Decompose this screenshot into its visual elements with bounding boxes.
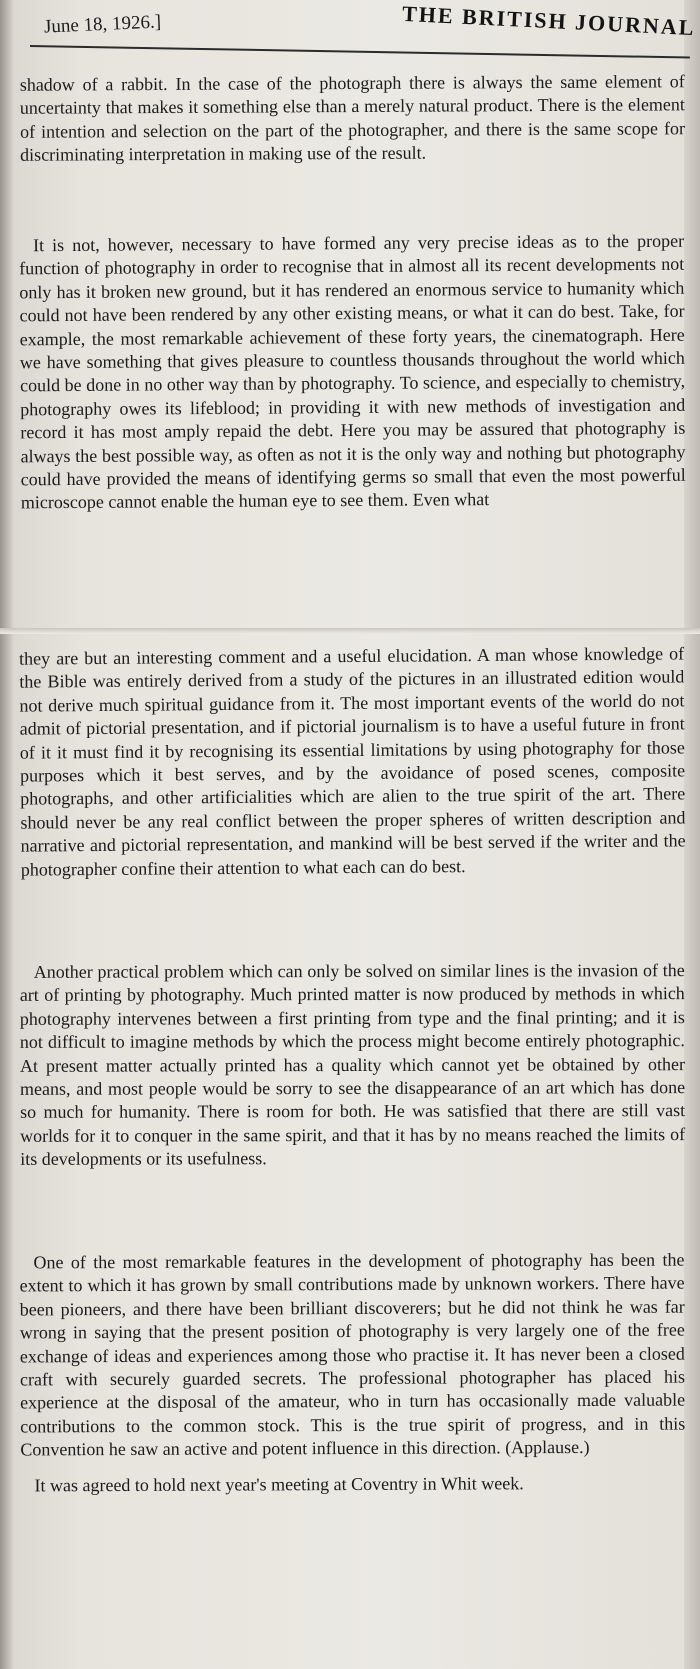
page-fold: [0, 628, 700, 634]
article-section-4: [20, 959, 686, 1183]
paragraph-6: It was agreed to hold next year's meeting at Coventry in Whit week.: [34, 1472, 524, 1496]
paragraph-5: One of the most remarkable features in the development of photography has been the extent to which it has grown by small contributions made by unknown workers. There have been pioneers, and there have been brilliant discoverers; but he did not think he was far wrong in saying that the present position of photography is very largely one of the free exchange of ideas and experiences among those who practise it. It has never been a closed craft with securely guarded secrets. The professional photographer has placed his experience at the disposal of the amateur, who in turn has occasionally made valuable contributions to the common stock. This is the true spirit of progress, and in this Convention he saw an active and potent influence in this direction. (Applause.): [19, 1249, 686, 1460]
article-section-5: [19, 1249, 685, 1510]
journal-title: THE BRITISH JOURNAL: [401, 0, 696, 41]
article-section-3: [19, 642, 686, 893]
page-edge-right: [684, 0, 700, 1669]
paragraph-4: Another practical problem which can only be solved on similar lines is the invasion of the art of printing by photography. Much printed matter is now produced by methods in which photography intervenes between a first printing from type and the final printing; and it is not difficult to imagine methods by which the process might become entirely photographic. At present matter actually printed has a quality which cannot yet be obtained by other means, and most people would be sorry to see the disappearance of an art which has done so much for humanity. There is room for both. He was satisfied that there are still vast worlds for it to conquer in the same spirit, and that it has by no means reached the limits of its developments or its usefulness.: [19, 960, 686, 1170]
header-rule: [30, 45, 690, 59]
running-header: [0, 0, 700, 50]
article-section-2: [19, 230, 686, 528]
issue-date: June 18, 1926.]: [43, 11, 162, 38]
page-edge-shadow: [0, 0, 14, 1669]
article-section-1: [20, 70, 686, 179]
paragraph-2: It is not, however, necessary to have formed any very precise ideas as to the proper function of photography in order to recognise that in almost all its recent developments not only has it broken new ground, but it has rendered an enormous service to humanity which could not have been rendered by any other existing means, or what it can do best. Take, for example, the most remarkable achievement of these forty years, the cinematograph. Here we have something that gives pleasure to countless thousands throughout the world which could be done in no other way than by photography. To science, and especially to chemistry, photography owes its lifeblood; in providing it with new methods of investigation and record it has most amply repaid the debt. Here you may be assured that photography is always the best possible way, as often as not it is the only way and nothing but photography could have provided the means of identifying germs so small that even the most powerful microscope cannot enable the human eye to see them. Even what: [19, 230, 686, 513]
paragraph-3: they are but an interesting comment and a useful elucidation. A man whose knowledge of the Bible was entirely derived from a study of the pictures in an illustrated edition would not derive much spiritual guidance from it. The most important events of the world do not admit of pictorial presentation, and if pictorial journalism is to have a useful future in front of it it must find it by recognising its essential limitations by using photography for those purposes which it best serves, and by the avoidance of posed scenes, composite photographs, and other artificialities which are alien to the true spirit of the art. There should never be any real conflict between the proper spheres of written description and narrative and pictorial representation, and mankind will be best served if the writer and the photographer confine their attention to what each can do best.: [19, 643, 686, 880]
paragraph-1: shadow of a rabbit. In the case of the photograph there is always the same element of uncertainty that makes it something else than a merely natural product. There is the element of intention and selection on the part of the photographer, and there is the same scope for discriminating interpretation in making use of the result.: [19, 71, 686, 165]
